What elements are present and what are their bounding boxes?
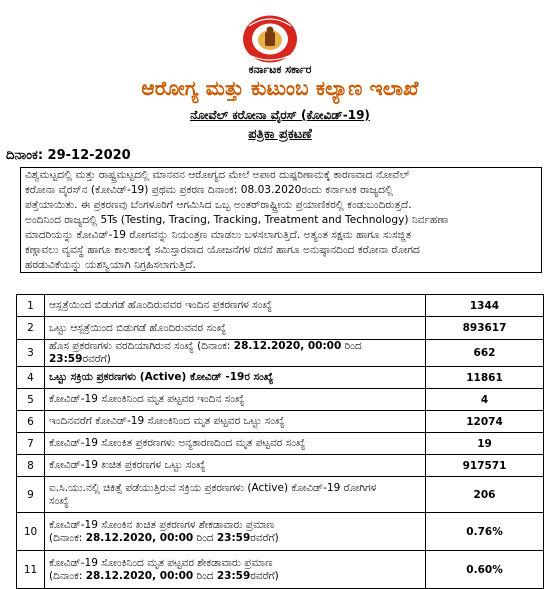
row-number: 11 [17,551,45,589]
table-row [17,477,544,513]
table-row [17,367,544,389]
intro-line: ಅಂದಿನಿಂದ ರಾಜ್ಯದಲ್ಲಿ 5Ts (Testing, Tracing, Tracking, Treatment and Technology) ನಿರ್ವಹಣಾ [25,214,449,226]
row-description: ಕೋವಿಡ್-19 ಖಚಿತ ಪ್ರಕರಣಗಳ ಒಟ್ಟು ಸಂಖ್ಯೆ [45,455,426,477]
row-value: 917571 [426,455,544,477]
release-date: ದಿನಾಂಕ: 29-12-2020 [6,148,131,163]
table-row [17,551,544,589]
row-description: ಕೋವಿಡ್-19 ಸೋಂಕಿನಿಂದ ಮೃತ ಪಟ್ಟವರ ಶೇಕಡಾವಾರು ಪ್ರಮಾಣ (ದಿನಾಂಕ: 28.12.2020, 00:00 ರಿಂದ 23:59ರವರೆಗೆ) [45,551,426,589]
row-value: 12074 [426,411,544,433]
press-release-heading: ಪತ್ರಿಕಾ ಪ್ರಕಟಣೆ [248,127,312,142]
table-row [17,340,544,367]
row-value: 662 [426,340,544,367]
intro-line: ಕಣ್ಗಾವಲು ವ್ಯವಸ್ಥೆ ಹಾಗೂ ಕಾಲಕಾಲಕ್ಕೆ ಸಮಿಸ್ತಾರವಾದ ಯೋಜನೆಗಳ ರಚನೆ ಹಾಗೂ ಅನುಷ್ಠಾನದಿಂದ ಕರೋನಾ ರೋಗದ [25,244,420,256]
table-row [17,455,544,477]
intro-line: ಮಾದರಿಯನ್ನು ಕೋವಿಡ್-19 ರೋಗವನ್ನು ನಿಯಂತ್ರಣ ಮಾಡಲು ಬಳಸಲಾಗುತ್ತಿದೆ. ಅತ್ಯಂತ ಸಕ್ಷಮ ಹಾಗೂ ಸುಸಜ್ಜಿತ [25,229,412,241]
row-value: 1344 [426,295,544,317]
intro-line: ಹರಡುವಿಕೆಯನ್ನು ಯಶಸ್ವಿಯಾಗಿ ನಿಗ್ರಹಿಸಲಾಗುತ್ತಿದೆ. [25,259,196,271]
row-description: ಕೋವಿಡ್-19 ಸೋಂಕಿನ ಖಚಿತ ಪ್ರಕರಣಗಳ ಶೇಕಡಾವಾರು ಪ್ರಮಾಣ (ದಿನಾಂಕ: 28.12.2020, 00:00 ರಿಂದ 23:59ರವರೆಗೆ) [45,513,426,551]
row-value: 19 [426,433,544,455]
covid-stats-table [16,294,544,589]
intro-line: ವಿಶ್ವಮಟ್ಟದಲ್ಲಿ ಮತ್ತು ರಾಷ್ಟ್ರಮಟ್ಟದಲ್ಲಿ ಮಾನವನ ಆರೋಗ್ಯದ ಮೇಲೆ ಅಪಾರ ದುಷ್ಪರಿಣಾಮಕ್ಕೆ ಕಾರಣವಾದ ನೋವೆಲ್ [25,169,410,181]
government-name: ಕರ್ನಾಟಕ ಸರ್ಕಾರ [248,63,312,76]
row-description: ಕೋವಿಡ್-19 ಸೋಂಕಿತ ಪ್ರಕರಣಗಳು ಅನ್ಯಕಾರಣದಿಂದ ಮೃತ ಪಟ್ಟವರ ಸಂಖ್ಯೆ [45,433,426,455]
row-description: ಐ.ಸಿ.ಯು.ನಲ್ಲಿ ಚಿಕಿತ್ಸೆ ಪಡೆಯುತ್ತಿರುವ ಸಕ್ರಿಯ ಪ್ರಕರಣಗಳು (Active) ಕೋವಿಡ್-19 ರೋಗಿಗಳ ಸಂಖ್ಯೆ [45,477,426,513]
intro-line: ಕರೋನಾ ವೈರಸ್‌ನ (ಕೋವಿಡ್-19) ಪ್ರಥಮ ಪ್ರಕರಣ ದಿನಾಂಕ: 08.03.2020ರಂದು ಕರ್ನಾಟಕ ರಾಜ್ಯದಲ್ಲಿ [25,184,393,196]
row-value: 206 [426,477,544,513]
row-number: 9 [17,477,45,513]
table-row [17,389,544,411]
intro-paragraph [20,167,542,273]
row-description: ಕೋವಿಡ್-19 ಸೋಂಕಿನಿಂದ ಮೃತ ಪಟ್ಟವರ ಇಂದಿನ ಸಂಖ್ಯೆ [45,389,426,411]
row-value: 4 [426,389,544,411]
row-description: ಇಂದಿನವರೆಗೆ ಕೋವಿಡ್-19 ಸೋಂಕಿನಿಂದ ಮೃತ ಪಟ್ಟವರ ಒಟ್ಟು ಸಂಖ್ಯೆ [45,411,426,433]
row-number: 10 [17,513,45,551]
row-description: ಒಟ್ಟು ಸಕ್ರಿಯ ಪ್ರಕರಣಗಳು (Active) ಕೋವಿಡ್ -19ರ ಸಂಖ್ಯೆ [45,367,426,389]
department-title: ಆರೋಗ್ಯ ಮತ್ತು ಕುಟುಂಬ ಕಲ್ಯಾಣ ಇಲಾಖೆ [141,76,419,100]
row-number: 3 [17,340,45,367]
table-row [17,295,544,317]
row-value: 893617 [426,317,544,340]
intro-line: ಪತ್ತೆಯಾಯಿತು. ಈ ಪ್ರಕರಣವು ಬೆಂಗಳೂರಿಗೆ ಆಗಮಿಸಿದ ಒಬ್ಬ ಅಂತರ್‌ರಾಷ್ಟ್ರೀಯ ಪ್ರಯಾಣಿಕರಲ್ಲಿ ಕಂಡುಬಂದಿರುತ್ತದೆ. [25,199,412,211]
row-value: 0.60% [426,551,544,589]
row-number: 4 [17,367,45,389]
row-number: 1 [17,295,45,317]
table-row [17,411,544,433]
table-row [17,433,544,455]
document-subtitle: ನೋವೆಲ್ ಕರೋನಾ ವೈರಸ್ (ಕೋವಿಡ್-19) [190,108,370,122]
karnataka-emblem-logo [241,14,299,64]
row-number: 8 [17,455,45,477]
row-value: 0.76% [426,513,544,551]
table-row [17,317,544,340]
row-number: 5 [17,389,45,411]
row-description: ಹೊಸ ಪ್ರಕರಣಗಳು ವರದಿಯಾಗಿರುವ ಸಂಖ್ಯೆ (ದಿನಾಂಕ: 28.12.2020, 00:00 ರಿಂದ 23:59ರವರೆಗೆ) [45,340,426,367]
row-number: 2 [17,317,45,340]
row-number: 7 [17,433,45,455]
row-value: 11861 [426,367,544,389]
table-row [17,513,544,551]
row-description: ಒಟ್ಟು ಆಸ್ಪತ್ರೆಯಿಂದ ಬಿಡುಗಡೆ ಹೊಂದಿರುವವರ ಸಂಖ್ಯೆ [45,317,426,340]
row-description: ಆಸ್ಪತ್ರೆಯಿಂದ ಬಿಡುಗಡೆ ಹೊಂದಿರುವವರ ಇಂದಿನ ಪ್ರಕರಣಗಳ ಸಂಖ್ಯೆ [45,295,426,317]
row-number: 6 [17,411,45,433]
